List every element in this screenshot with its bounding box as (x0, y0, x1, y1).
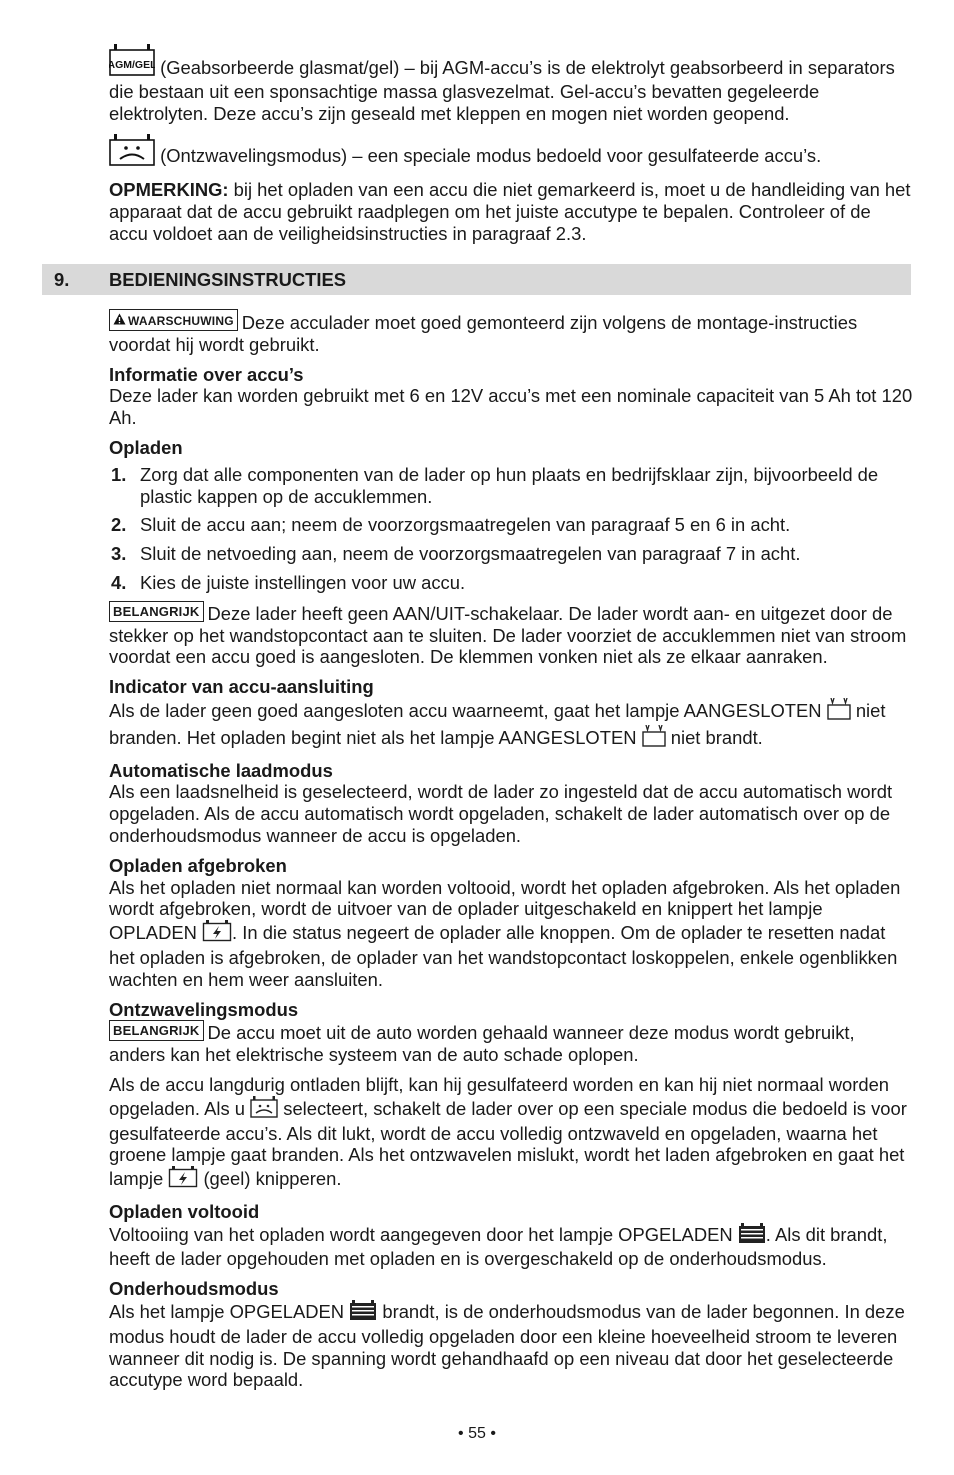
battery-connected-icon (827, 698, 851, 725)
warning-paragraph (109, 309, 914, 356)
list-item: 2. Sluit de accu aan; neem de voorzorgsmaatregelen van paragraaf 5 en 6 in acht. (111, 514, 791, 536)
important-tag: BELANGRIJK (109, 601, 204, 622)
charging-heading: Opladen (109, 436, 183, 458)
important-tag: BELANGRIJK (109, 1020, 204, 1041)
agm-gel-battery-icon (109, 44, 155, 81)
aborted-text: Als het opladen niet normaal kan worden voltooid, wordt het opladen afgebroken. Als het opladen wordt afgebroken, wordt de uitvoer van de oplader uitgeschakeld en knippert het lampje OPLADEN . In die status negeert de oplader alle knoppen. Om de oplader te resetten nadat het opladen is afgebroken, de oplader van het wandstopcontact loskoppelen, enkele ogenblikken wachten en hem weer aansluiten. (109, 876, 901, 990)
desulfation-battery-icon (250, 1096, 278, 1123)
important-paragraph-2 (109, 1020, 914, 1066)
desulfation-battery-icon (109, 134, 155, 171)
section-title: BEDIENINGSINSTRUCTIES (109, 269, 347, 290)
warning-triangle-icon (113, 313, 126, 328)
important-paragraph-1 (109, 601, 914, 668)
battery-connected-icon (642, 725, 666, 752)
agm-paragraph (109, 44, 914, 124)
auto-text: Als een laadsnelheid is geselecteerd, wordt de lader zo ingesteld dat de accu automatisch wordt opgeladen. Als de accu automatisch wordt opgeladen, schakelt de lader automatisch over op de onderhoudsmodus wanneer de accu is opgeladen. (109, 781, 893, 846)
desulf-text: (Ontzwavelingsmodus) – een speciale modus bedoeld voor gesulfateerde accu’s. (160, 145, 822, 167)
charging-lightning-icon (202, 920, 232, 947)
charging-steps (109, 464, 914, 594)
info-heading: Informatie over accu’s (109, 363, 304, 385)
important-text-1: Deze lader heeft geen AAN/UIT-schakelaar. De lader wordt aan- en uitgezet door de stekker op het wandstopcontact aan te sluiten. De lader voorziet de accuklemmen niet van stroom voordat een accu goed is aangesloten. De klemmen vonken niet als ze elkaar aanraken. (109, 602, 907, 668)
desulf-heading: Ontzwavelingsmodus (109, 998, 299, 1020)
section-number: 9. (54, 269, 70, 290)
page-number: • 55 • (458, 1425, 496, 1442)
svg-text:AGM/GEL: AGM/GEL (109, 59, 155, 71)
complete-heading: Opladen voltooid (109, 1200, 260, 1222)
warning-tag: WAARSCHUWING (109, 309, 238, 331)
info-text: Deze lader kan worden gebruikt met 6 en 12V accu’s met een nominale capaciteit van 5 Ah tot 120 Ah. (109, 385, 913, 429)
section-heading-bar (42, 264, 911, 295)
desulf-paragraph (109, 134, 914, 171)
note-text: bij het opladen van een accu die niet gemarkeerd is, moet u de handleiding van het apparaat dat de accu gebruikt raadplegen om het juiste accutype te bepalen. Controleer of de accu voldoet aan de veiligheidsinstructies in paragraaf 2.3. (109, 179, 911, 244)
auto-heading: Automatische laadmodus (109, 759, 333, 781)
maintenance-heading: Onderhoudsmodus (109, 1278, 279, 1300)
list-item: 4. Kies de juiste instellingen voor uw accu. (111, 571, 466, 593)
aborted-heading: Opladen afgebroken (109, 854, 287, 876)
desulf-body: Als de accu langdurig ontladen blijft, kan hij gesulfateerd worden en kan hij niet normaal worden opgeladen. Als u selecteert, schakelt de lader over op een speciale modus die bedoeld is voor gesulfateerde accu’s. Als dit lukt, wordt de accu volledig ontzwaveld en opgeladen, waarna het groene lampje gaat branden. Als het ontzwavelen mislukt, wordt het laden afgebroken en gaat het lampje (geel) knipperen. (109, 1074, 914, 1193)
main-content (109, 309, 914, 1399)
maintenance-text: Als het lampje OPGELADEN brandt, is de onderhoudsmodus van de lader begonnen. In deze modus houdt de lader de accu volledig opgeladen door een kleine hoeveelheid stroom te leveren wanneer dit nodig is. De spanning wordt gehandhaafd op een niveau dat door het geselecteerde accutype word bepaald. (109, 1301, 905, 1391)
indicator-heading: Indicator van accu-aansluiting (109, 676, 374, 698)
important-text-2: De accu moet uit de auto worden gehaald wanneer deze modus wordt gebruikt, anders kan het elektrische systeem van de auto schade oplopen. (109, 1022, 855, 1066)
battery-full-icon (738, 1223, 766, 1249)
intro-block (109, 44, 914, 253)
list-item: 3. Sluit de netvoeding aan, neem de voorzorgsmaatregelen van paragraaf 7 in acht. (111, 543, 801, 565)
indicator-text: Als de lader geen goed aangesloten accu waarneemt, gaat het lampje AANGESLOTEN niet branden. Het opladen begint niet als het lampje AANGESLOTEN niet brandt. (109, 698, 914, 752)
warning-text: Deze acculader moet goed gemonteerd zijn volgens de montage-instructies voordat hij wordt gebruikt. (109, 312, 858, 355)
complete-text: Voltooiing van het opladen wordt aangegeven door het lampje OPGELADEN . Als dit brandt, heeft de lader opgehouden met opladen en is overgeschakeld op de onderhoudsmodus. (109, 1223, 888, 1270)
charging-lightning-icon (168, 1166, 198, 1193)
note-label: OPMERKING: (109, 179, 229, 201)
list-item: 1. Zorg dat alle componenten van de lader op hun plaats en bedrijfsklaar zijn, bijvoorbeeld de plastic kappen op de accuklemmen. (111, 463, 879, 507)
note-paragraph (109, 179, 914, 244)
battery-full-icon (349, 1300, 377, 1326)
agm-text: (Geabsorbeerde glasmat/gel) – bij AGM-accu’s is de elektrolyt geabsorbeerd in separators die bestaan uit een sponsachtige massa glasvezelmat. Gel-accu’s bevatten gegeleerde elektrolyten. Deze accu’s zijn geseald met kleppen en mogen niet worden geopend. (109, 57, 895, 124)
